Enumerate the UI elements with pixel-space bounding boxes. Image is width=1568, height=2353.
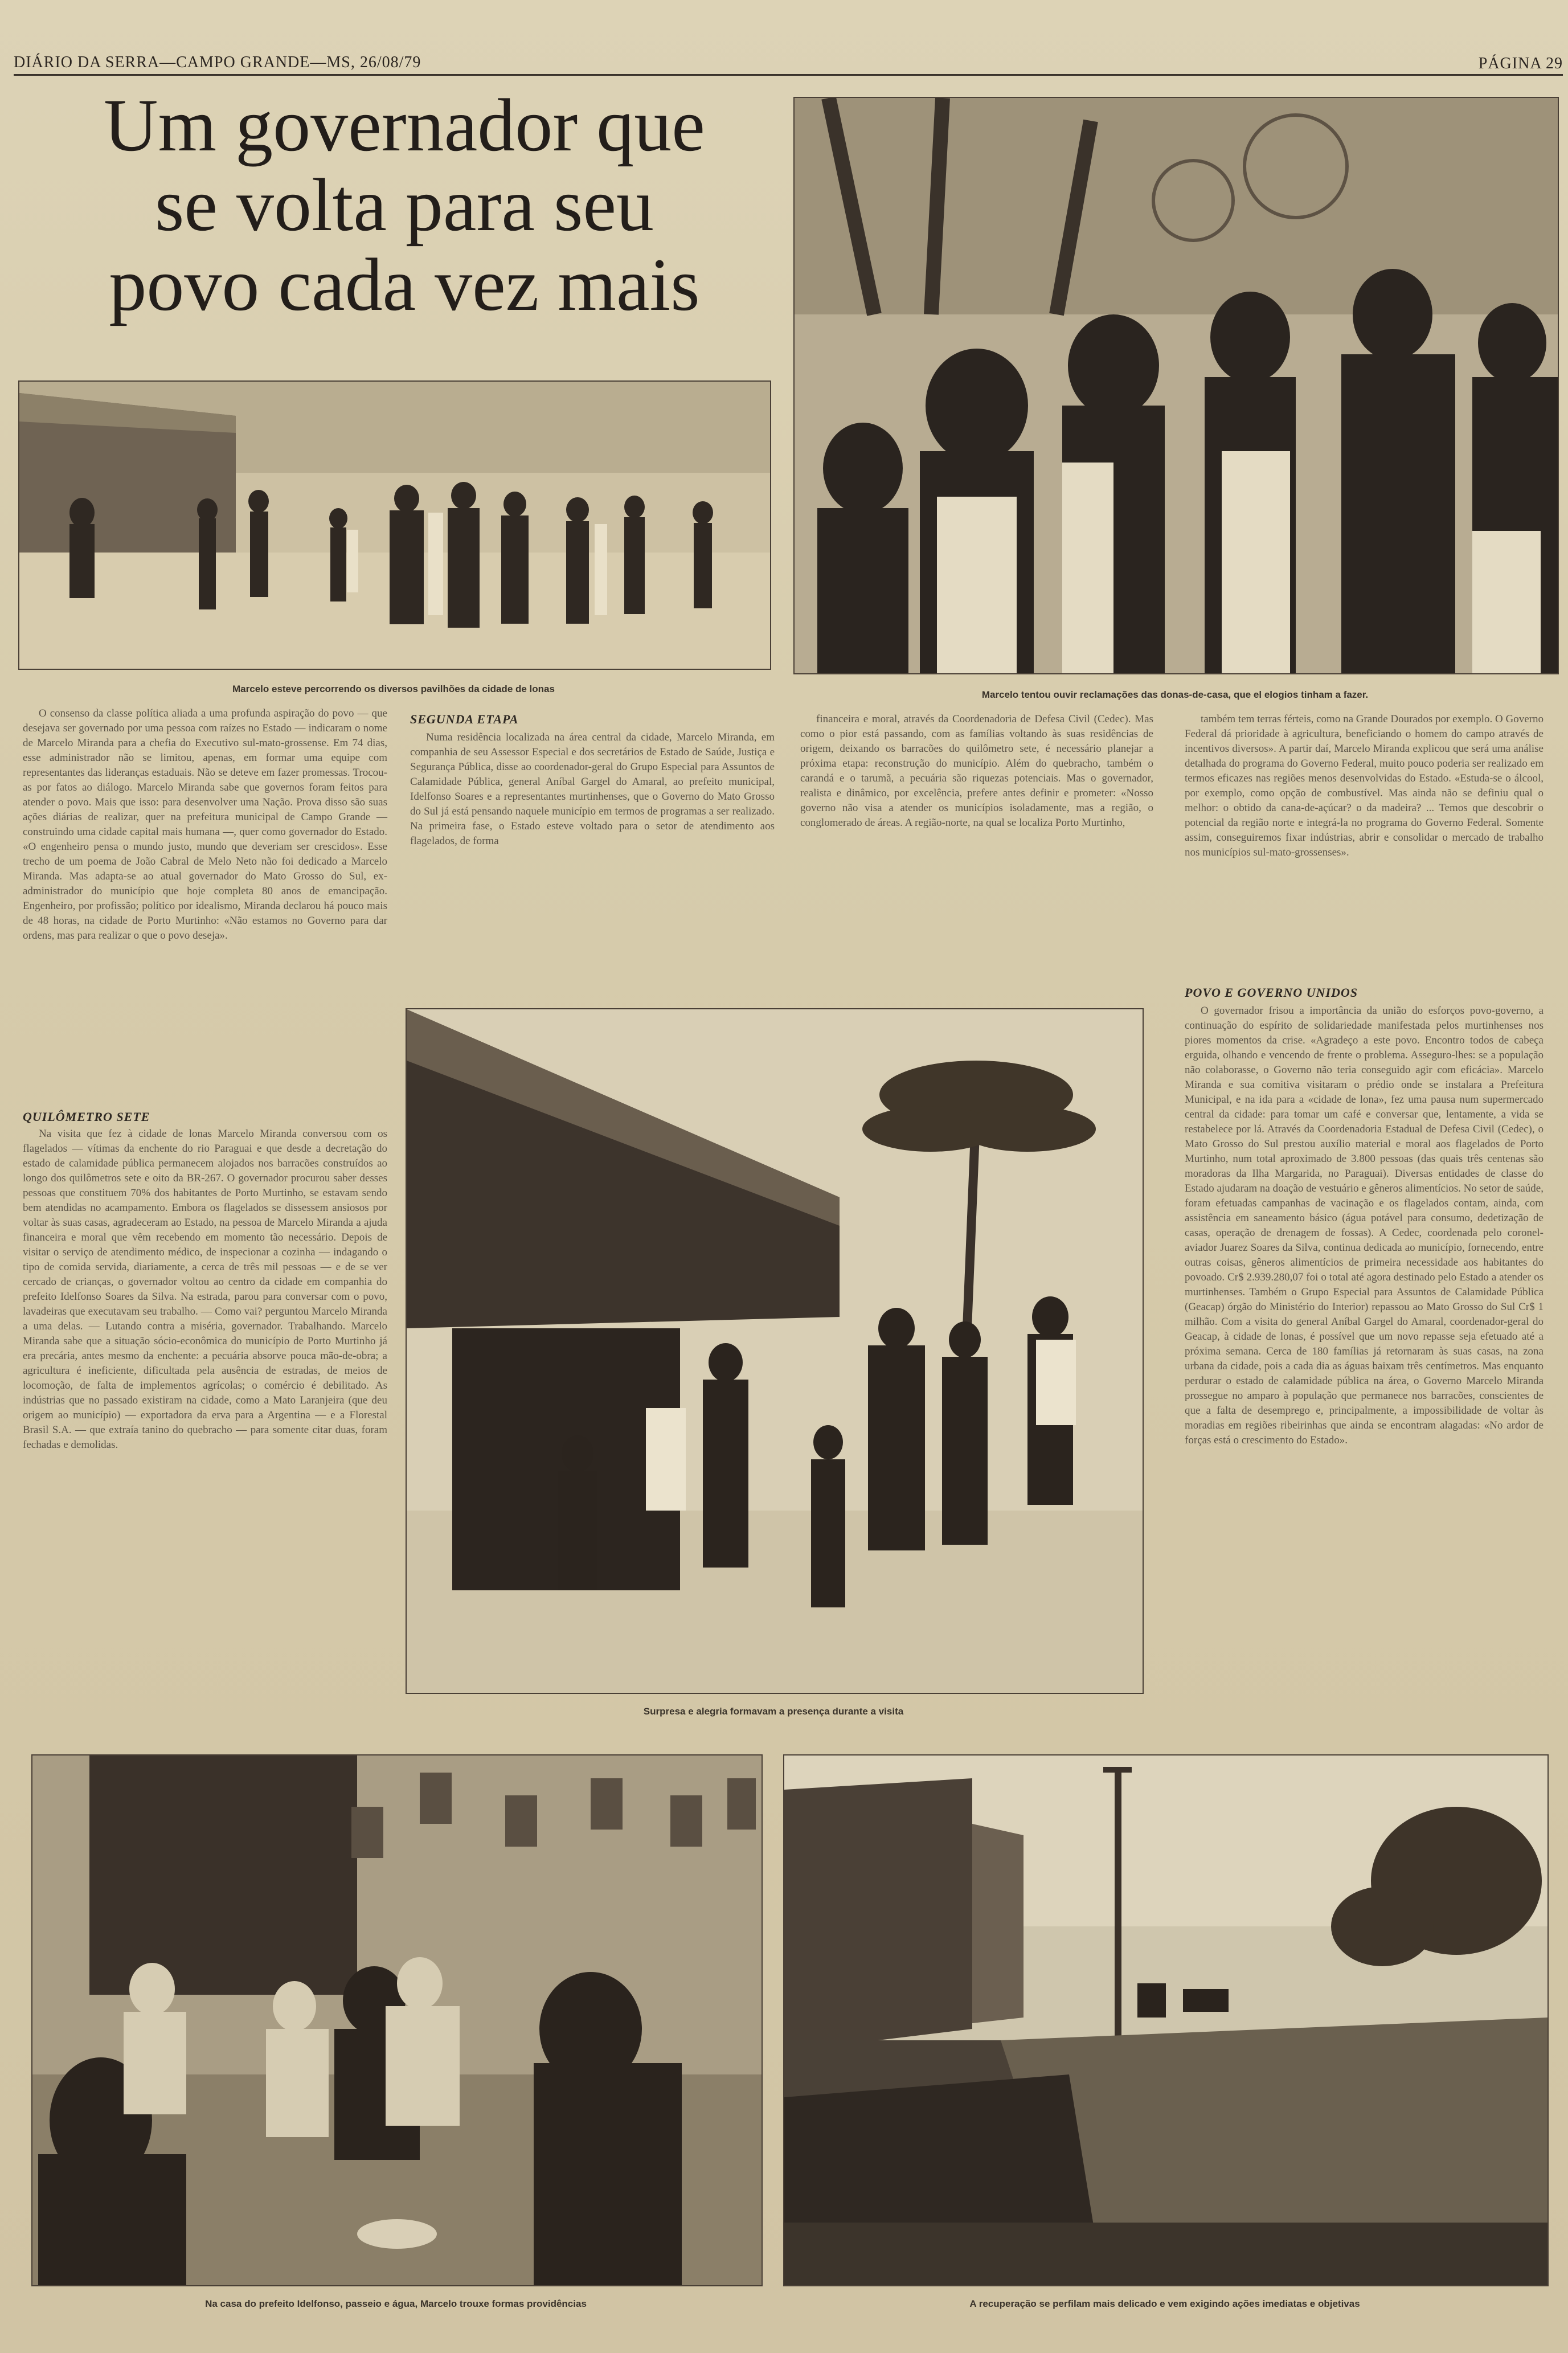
photo-meeting-indoors — [31, 1754, 763, 2286]
column-1-continued-text: Na visita que fez à cidade de lonas Marcelo Miranda conversou com os flagelados — vítimas da enchente do rio Paraguai e que desde a decretação do estado de calamidade pública permanecem alojados nos barracões construídos ao longo dos quilômetros sete e oito da BR-267. O governador procurou saber desses pessoas que constituem 70% dos habitantes de Porto Murtinho, se estavam sendo bem atendidas no acampamento. Embora os flagelados se dissessem ansiosos por voltar às suas casas, agradeceram ao Estado, na pessoa de Marcelo Miranda a ajuda financeira e moral que vêm recebendo em momento tão necessário. Depois de visitar o serviço de atendimento médico, de inspecionar a cozinha — indagando o tipo de comida servida, diariamente, a cerca de três mil pessoas — e de se ver cercado de crianças, o governador voltou ao centro da cidade em companhia do prefeito Idelfonso Soares da Silva. Na estrada, parou para conversar com o povo, lavadeiras que executavam seu trabalho. — Como vai? perguntou Marcelo Miranda a uma delas. — Lutando contra a miséria, governador. Trabalhando. Marcelo Miranda sabe que a situação sócio-econômica do município de Porto Murtinho já era precária, antes mesmo da enchente: a pecuária absorve pouca mão-de-obra; a agricultura é ineficiente, dificultada pela ausência de estradas, de meios de locomoção, de falta de implementos agrícolas; o comércio é debilitado. As indústrias que no passado existiram na cidade, como a Mato Laranjeira (que deu origem ao município) — exportadora da erva para a Argentina — e a Florestal Brasil S.A. — que extraía tanino do quebracho — para somente citar duas, foram fechadas e demolidas. — [23, 1128, 387, 1451]
caption-photo-3: Surpresa e alegria formavam a presença durante a visita — [643, 1706, 904, 1717]
headline-line-3: povo cada vez mais — [109, 243, 700, 326]
photo-visit-street — [406, 1008, 1144, 1694]
headline-line-1: Um governador que — [104, 83, 705, 167]
subhead-quilometro-sete: QUILÔMETRO SETE — [23, 1110, 150, 1124]
headline-line-2: se volta para seu — [155, 163, 654, 247]
column-2-text-body: Numa residência localizada na área central da cidade, Marcelo Miranda, em companhia de seu Assessor Especial e dos secretários de Estado de Saúde, Justiça e Segurança Pública, disse ao coordenador-geral do Grupo Especial para Assuntos de Calamidade Pública, general Aníbal Gargel do Amaral, ao prefeito municipal, Idelfonso Soares e a representantes murtinhenses, que o Governo do Mato Grosso do Sul já está pensando naquele município em termos de programas a ser realizado. Na primeira fase, o Estado esteve voltado para o setor de atendimento aos flagelados, de forma — [410, 731, 775, 847]
subhead-segunda-etapa: SEGUNDA ETAPA — [410, 712, 519, 726]
column-4-continued — [1185, 1004, 1544, 1738]
photo-children-crowd — [793, 97, 1559, 674]
column-1-continued — [23, 1127, 387, 1708]
subhead-povo-e-governo: POVO E GOVERNO UNIDOS — [1185, 985, 1358, 1000]
column-1-intro — [23, 706, 387, 1094]
column-3-text — [800, 712, 1153, 911]
photo-crowd-walking — [18, 380, 771, 670]
photo-flooded-street — [783, 1754, 1549, 2286]
caption-photo-5: A recuperação se perfilam mais delicado e vem exigindo ações imediatas e objetivas — [969, 2298, 1360, 2309]
column-1-intro-text: O consenso da classe política aliada a uma profunda aspiração do povo — que desejava ser governado por uma pessoa com raízes no Estado — indicaram o nome de Marcelo Miranda para a chefia do Executivo sul-mato-grossense. Em 74 dias, esse administrador não se limitou, apenas, em formar uma equipe com representantes das lideranças estaduais. Não se deteve em fazer promessas. Trocou-as por fatos ao diálogo. Marcelo Miranda sabe que governos foram feitos para atender o povo. Mais que isso: para desenvolver uma Nação. Prova disso são suas ações diárias de realizar, quer na prefeitura municipal de Campo Grande — construindo uma cidade capital mais humana —, quer como governador do Estado. «O engenheiro pensa o mundo justo, mundo que deveriam ser crescidos». Esse trecho de um poema de João Cabral de Melo Neto não foi dedicado a Marcelo Miranda. Mas adapta-se ao atual governador do Mato Grosso do Sul, ex-administrador do município que hoje completa 80 anos de emancipação. Engenheiro, por profissão; político por idealismo, Miranda declarou há pouco mais de 48 horas, na cidade de Porto Murtinho: «Não estamos no Governo para dar ordens, mas para realizar o que o povo deseja». — [23, 707, 387, 942]
column-3-text-body: financeira e moral, através da Coordenadoria de Defesa Civil (Cedec). Mas como o pior está passando, com as famílias voltando às suas residências de origem, deixando os barracões do quilômetro sete, é necessário planejar a próxima etapa: reconstrução do município. Além do quebracho, também o carandá e o tarumã, a pecuária são riquezas potenciais. Mas o governador, realista e dinâmico, por excelência, prefere antes definir e prometer: «Nosso governo não visa a atender os municípios isoladamente, mas a região, o conglomerado de áreas. A região-norte, na qual se localiza Porto Murtinho, — [800, 713, 1153, 829]
caption-photo-2: Marcelo tentou ouvir reclamações das donas-de-casa, que el elogios tinham a fazer. — [981, 689, 1369, 700]
column-4-text — [1185, 712, 1544, 980]
caption-photo-4: Na casa do prefeito Idelfonso, passeio e água, Marcelo trouxe formas providências — [205, 2298, 587, 2309]
headline — [34, 85, 775, 325]
column-4-text-body: também tem terras férteis, como na Grande Dourados por exemplo. O Governo Federal dá prioridade à agricultura, beneficiando o homem do campo através de incentivos diversos». A partir daí, Marcelo Miranda explicou que será uma análise detalhada do programa do Governo Federal, muito pouco poderia ser realizado em termos eficazes nas regiões menos desenvolvidas do Estado. «Estuda-se o álcool, por exemplo, como opção de combustível. Mas ainda não se definiu qual o melhor: o obtido da cana-de-açúcar? o da madeira? ... Temos que descobrir o potencial da região norte e integrá-la no programa do Governo Federal. Somente assim, conseguiremos fixar indústrias, abrir e consolidar o mercado de trabalho nos municípios sul-mato-grossenses». — [1185, 713, 1544, 858]
caption-photo-1: Marcelo esteve percorrendo os diversos pavilhões da cidade de lonas — [232, 684, 555, 694]
masthead-publication: DIÁRIO DA SERRA—CAMPO GRANDE—MS, 26/08/79 — [14, 54, 421, 71]
column-4-continued-text: O governador frisou a importância da união do esforços povo-governo, a continuação do espírito de solidariedade manifestada pelos murtinhenses nos piores momentos da crise. «Agradeço a este povo. Encontro todos de cabeça erguida, olhando e vencendo de frente o problema. Asseguro-lhes: se a população não colaborasse, o Governo não teria conseguido agir com eficácia». Marcelo Miranda e sua comitiva visitaram o prédio onde se instalara a Prefeitura Municipal, e na ida para a «cidade de lona», fez uma pausa num supermercado central da cidade: para tomar um café e conversar que, lentamente, a vida se restabelece por lá. Através da Coordenadoria Estadual de Defesa Civil (Cedec), o Mato Grosso do Sul prestou auxílio material e moral aos flagelados de Porto Murtinho, num total aproximado de 3.800 pessoas (das quais três centenas são moradoras da Ilha Margarida, no Paraguai). Diversas entidades de classe do Estado ajudaram na doação de vestuário e gêneros alimentícios. No setor de saúde, foram efetuadas campanhas de vacinação e os flagelados contam, ainda, com assistência em saneamento básico (água potável para consumo, dedetização de casas, operação de drenagem de fossas). A Cedec, coordenada pelo coronel-aviador Juarez Soares da Silva, continua dedicada ao município, fornecendo, entre outras coisas, gêneros alimentícios de primeira necessidade aos habitantes do povoado. Cr$ 2.939.280,07 foi o total até agora destinado pelo Estado a atender os murtinhenses. Também o Grupo Especial para Assuntos de Calamidade Pública (Geacap) órgão do Ministério do Interior) repassou ao Mato Grosso do Sul Cr$ 1 milhão. Com a visita do general Aníbal Gargel do Amaral, coordenador-geral do Geacap, à cidade de lonas, é possível que um novo repasse seja efetuado até a próxima semana. Cerca de 180 famílias já retornaram às suas casas, na zona urbana da cidade, pois a cada dia as águas baixam três centímetros. Mas enquanto perdurar o estado de calamidade pública na área, o Governo Marcelo Miranda prossegue no amparo à população que permanece nos barracões, conscientes de que a falta de desemprego e, principalmente, a impossibilidade de voltar às moradias em regiões ribeirinhas que ainda se encontram alagadas: «No ardor de forças está o crescimento do Estado». — [1185, 1005, 1544, 1446]
masthead — [14, 52, 1563, 76]
column-2-text — [410, 730, 775, 912]
masthead-page-number: PÁGINA 29 — [1478, 55, 1563, 72]
